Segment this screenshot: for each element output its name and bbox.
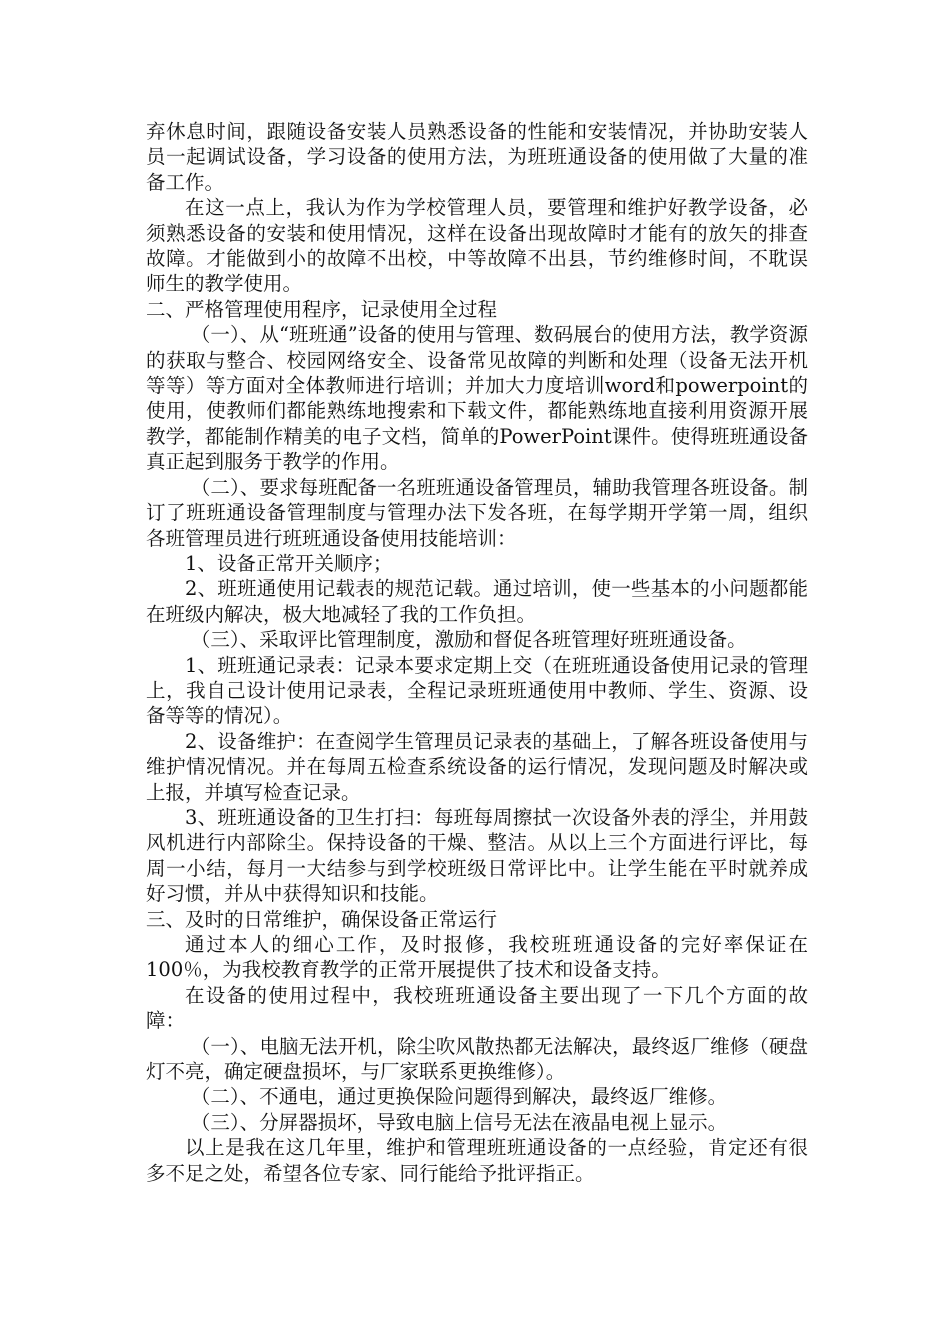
list-item: 3、班班通设备的卫生打扫：每班每周擦拭一次设备外表的浮尘，并用鼓风机进行内部除尘。保持设备的干燥、整洁。从以上三个方面进行评比，每周一小结，每月一大结参与到学校班级日常评比中。让学生能在平时就养成好习惯，并从中获得知识和技能。	[146, 805, 808, 906]
paragraph: 在这一点上，我认为作为学校管理人员，要管理和维护好教学设备，必须熟悉设备的安装和使用情况，这样在设备出现故障时才能有的放矢的排查故障。才能做到小的故障不出校，中等故障不出县，节约维修时间，不耽误师生的教学使用。	[146, 196, 808, 296]
paragraph: 弃休息时间，跟随设备安装人员熟悉设备的性能和安装情况，并协助安装人员一起调试设备，学习设备的使用方法，为班班通设备的使用做了大量的准备工作。	[146, 120, 808, 194]
list-item: （二）、不通电，通过更换保险问题得到解决，最终返厂维修。	[190, 1085, 728, 1109]
paragraph: 在设备的使用过程中，我校班班通设备主要出现了一下几个方面的故障：	[146, 983, 808, 1033]
paragraph: 以上是我在这几年里，维护和管理班班通设备的一点经验，肯定还有很多不足之处，希望各位专家、同行能给予批评指正。	[146, 1136, 808, 1185]
list-item: （一）、电脑无法开机，除尘吹风散热都无法解决，最终返厂维修（硬盘灯不亮，确定硬盘损坏，与厂家联系更换维修）。	[146, 1034, 808, 1084]
section-heading: 三、及时的日常维护，确保设备正常运行	[146, 907, 498, 931]
list-item: 1、班班通记录表：记录本要求定期上交（在班班通设备使用记录的管理上，我自己设计使用记录表，全程记录班班通使用中教师、学生、资源、设备等等的情况）。	[146, 653, 808, 728]
paragraph: （一）、从“班班通”设备的使用与管理、数码展台的使用方法，教学资源的获取与整合、校园网络安全、设备常见故障的判断和处理（设备无法开机等等）等方面对全体教师进行培训；并加大力度培训word和powerpoint的使用，使教师们都能熟练地搜索和下载文件，都能熟练地直接利用资源开展教学，都能制作精美的电子文档，简单的PowerPoint课件。使得班班通设备真正起到服务于教学的作用。	[146, 323, 808, 474]
section-heading: 二、严格管理使用程序，记录使用全过程	[146, 297, 498, 321]
list-item: 1、设备正常开关顺序；	[185, 551, 393, 575]
paragraph: （三）、采取评比管理制度，激励和督促各班管理好班班通设备。	[190, 628, 747, 652]
paragraph: （二）、要求每班配备一名班班通设备管理员，辅助我管理各班设备。制订了班班通设备管理制度与管理办法下发各班，在每学期开学第一周，组织各班管理员进行班班通设备使用技能培训：	[146, 475, 808, 550]
document-body	[146, 119, 808, 1186]
list-item: 2、设备维护：在查阅学生管理员记录表的基础上，了解各班设备使用与维护情况情况。并在每周五检查系统设备的运行情况，发现问题及时解决或上报，并填写检查记录。	[146, 729, 808, 804]
paragraph: 通过本人的细心工作，及时报修，我校班班通设备的完好率保证在100％，为我校教育教学的正常开展提供了技术和设备支持。	[146, 933, 808, 982]
list-item: 2、班班通使用记载表的规范记载。通过培训，使一些基本的小问题都能在班级内解决，极大地减轻了我的工作负担。	[146, 577, 808, 626]
list-item: （三）、分屏器损坏，导致电脑上信号无法在液晶电视上显示。	[190, 1110, 728, 1134]
